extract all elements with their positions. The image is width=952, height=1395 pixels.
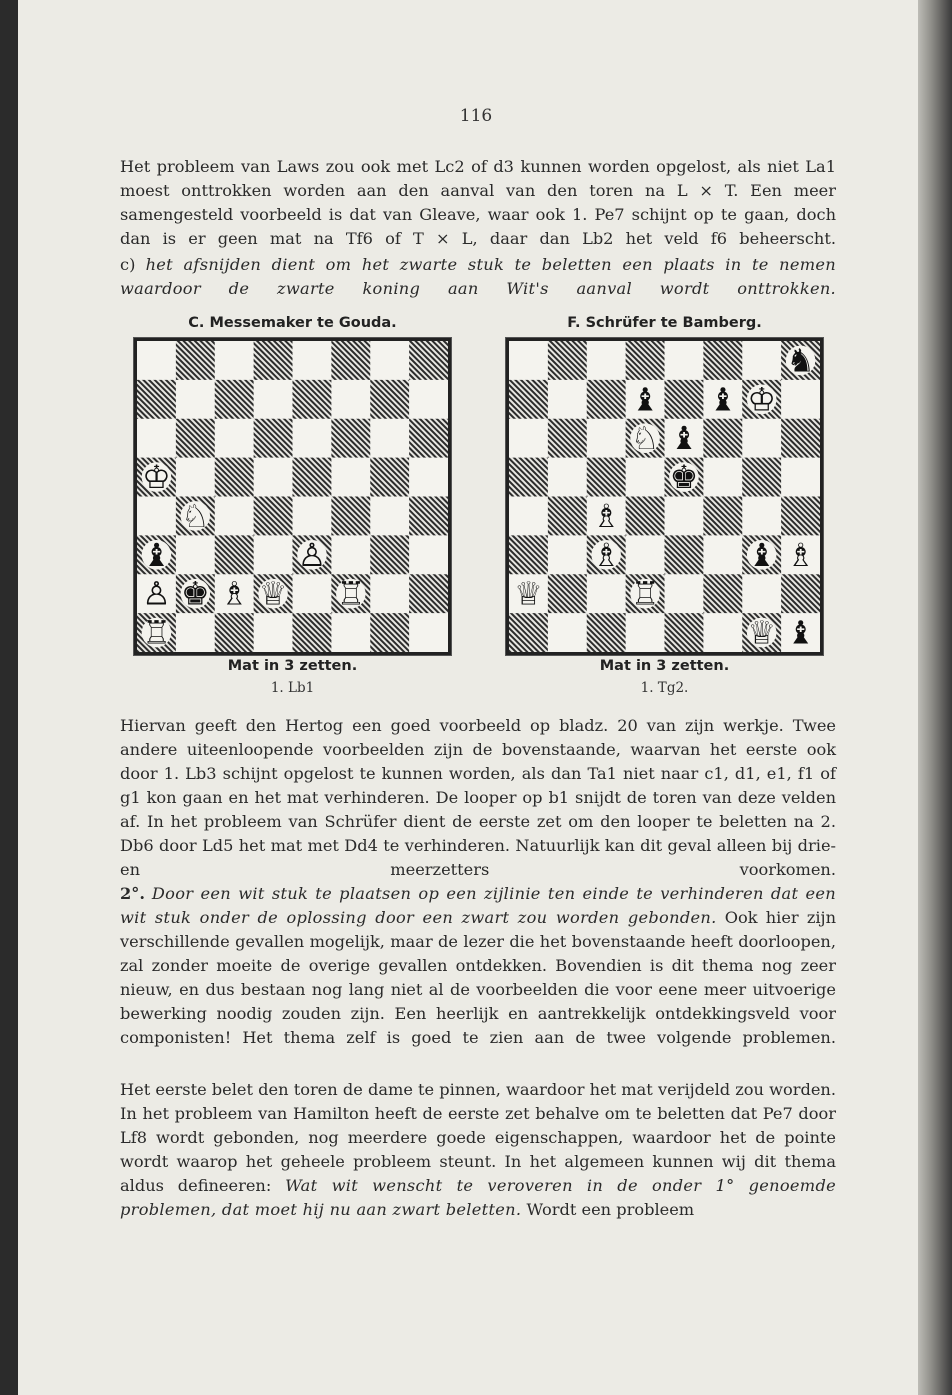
chess-piece-a5: ♔: [142, 458, 171, 497]
light-square: [703, 613, 742, 652]
light-square: [665, 497, 704, 536]
light-square: [665, 341, 704, 380]
light-square: [548, 613, 587, 652]
dark-square: [548, 341, 587, 380]
light-square: [293, 341, 332, 380]
light-square: [176, 613, 215, 652]
chess-piece-g1: ♕: [747, 613, 777, 652]
paragraph-intro: Het probleem van Laws zou ook met Lc2 of d3 kunnen worden opgelost, als niet La1 moest onttrokken worden aan den aanval van den toren na L × T. Een meer samengesteld voorbeeld is dat van Gleave, waar ook 1. Pe7 schijnt op te gaan, doch dan is er geen mat na Tf6 of T × L, daar dan Lb2 het veld f6 beheerscht.: [120, 157, 836, 248]
light-square: [409, 535, 448, 574]
dark-square: [331, 419, 370, 458]
dark-square: [409, 497, 448, 536]
paragraph-c: [120, 253, 836, 301]
light-square: [137, 497, 176, 536]
light-square: [742, 497, 781, 536]
paragraph-2-degree-italic: Door een wit stuk te plaatsen op een zijlinie ten einde te verhinderen dat een wit stuk onder de oplossing door een zwart zou worden gebonden.: [120, 884, 836, 927]
chess-piece-e5: ♚: [669, 458, 699, 497]
chess-piece-g3: ♝: [747, 535, 777, 574]
dark-square: [254, 497, 293, 536]
light-square: [370, 341, 409, 380]
problem-2-solution: 1. Tg2.: [640, 680, 689, 696]
dark-square: [176, 341, 215, 380]
light-square: [176, 458, 215, 497]
paragraph-2-degree: [120, 882, 836, 1050]
dark-square: [703, 419, 742, 458]
chess-piece-c4: ♗: [591, 496, 621, 535]
chess-piece-a1: ♖: [142, 613, 171, 652]
dark-square: [509, 380, 548, 419]
dark-square: [254, 419, 293, 458]
dark-square: [254, 341, 293, 380]
light-square: [215, 341, 254, 380]
light-square: [331, 613, 370, 652]
dark-square: [742, 458, 781, 497]
light-square: [331, 458, 370, 497]
dark-square: [293, 613, 332, 652]
dark-square: [665, 613, 704, 652]
chess-piece-f7: ♝: [708, 380, 738, 419]
paragraph-examples: Hiervan geeft den Hertog een goed voorbeeld op bladz. 20 van zijn werkje. Twee andere uiteenloopende voorbeelden zijn de bovenstaande, waarvan het eerste ook door 1. Lb3 schijnt opgelost te kunnen worden, als dan Ta1 niet naar c1, d1, e1, f1 of g1 kon gaan en het mat verhinderen. De looper op b1 snijdt de toren van deze velden af. In het probleem van Schrüfer dient de eerste zet om den looper te beletten na 2. Db6 door Ld5 het mat met Dd4 te verhinderen. Natuurlijk kan dit geval alleen bij drie- en meerzetters voorkomen.: [120, 716, 836, 879]
chess-piece-d2: ♕: [258, 574, 288, 613]
dark-square: [781, 497, 820, 536]
dark-square: [703, 497, 742, 536]
dark-square: [370, 613, 409, 652]
light-square: [781, 380, 820, 419]
problem-2-composer: F. Schrüfer te Bamberg.: [567, 315, 762, 331]
light-square: [293, 497, 332, 536]
light-square: [548, 535, 587, 574]
dark-square: [548, 497, 587, 536]
light-square: [370, 574, 409, 613]
paragraph-2-degree-rest: Ook hier zijn verschillende gevallen mogelijk, maar de lezer die het bovenstaande heeft doorloopen, zal zonder moeite de overige gevallen ontdekken. Bovendien is dit thema nog zeer nieuw, en dus bestaan nog lang niet al de voorbeelden die voor eene meer uitvoerige bewerking noodig zouden zijn. Een heerlijk en aantrekkelijk ontdekkingsveld voor componisten! Het thema zelf is goed te zien aan de twee volgende problemen.: [120, 908, 836, 1047]
light-square: [293, 419, 332, 458]
dark-square: [703, 574, 742, 613]
paragraph-hamilton-end: Wordt een probleem: [526, 1200, 695, 1219]
light-square: [176, 535, 215, 574]
chessboard-1: [134, 338, 451, 655]
light-square: [176, 380, 215, 419]
light-square: [509, 341, 548, 380]
light-square: [548, 458, 587, 497]
chess-piece-a2: ♕: [514, 574, 543, 613]
light-square: [137, 419, 176, 458]
dark-square: [215, 380, 254, 419]
dark-square: [665, 380, 704, 419]
paragraph-c-italic: het afsnijden dient om het zwarte stuk te beletten een plaats in te nemen waardoor de zwarte koning aan Wit's aanval wordt onttrokken.: [120, 255, 836, 298]
problem-2-stipulation: Mat in 3 zetten.: [599, 658, 730, 674]
chess-piece-f2: ♖: [336, 574, 366, 613]
light-square: [587, 341, 626, 380]
chess-piece-c3: ♗: [591, 535, 621, 574]
dark-square: [626, 341, 665, 380]
chess-piece-a2: ♙: [142, 574, 171, 613]
light-square: [626, 458, 665, 497]
dark-square: [587, 613, 626, 652]
light-square: [370, 497, 409, 536]
dark-square: [781, 574, 820, 613]
dark-square: [548, 419, 587, 458]
light-square: [509, 419, 548, 458]
light-square: [254, 613, 293, 652]
light-square: [137, 341, 176, 380]
dark-square: [215, 535, 254, 574]
light-square: [665, 574, 704, 613]
chess-piece-d2: ♖: [630, 574, 660, 613]
chess-piece-h3: ♗: [786, 535, 815, 574]
light-square: [254, 535, 293, 574]
paragraph-hamilton-italic: Wat wit wenscht te veroveren in de onder 1° genoemde problemen, dat moet hij nu aan zwart beletten.: [120, 1176, 836, 1219]
chess-piece-e6: ♝: [669, 419, 699, 458]
light-square: [215, 497, 254, 536]
chess-piece-b4: ♘: [180, 496, 210, 535]
light-square: [331, 535, 370, 574]
chess-piece-b2: ♚: [180, 574, 210, 613]
chess-piece-a3: ♝: [142, 535, 171, 574]
paragraph-hamilton: [120, 1078, 836, 1222]
chess-piece-e3: ♙: [297, 535, 327, 574]
light-square: [509, 497, 548, 536]
light-square: [331, 380, 370, 419]
light-square: [215, 419, 254, 458]
dark-square: [509, 458, 548, 497]
chess-piece-g7: ♔: [747, 380, 777, 419]
dark-square: [703, 341, 742, 380]
page-number: 116: [459, 106, 493, 126]
light-square: [703, 535, 742, 574]
dark-square: [665, 535, 704, 574]
dark-square: [215, 613, 254, 652]
paragraph-hamilton-start: Het eerste belet den toren de dame te pinnen, waardoor het mat verijdeld zou worden. In het probleem van Hamilton heeft de eerste zet behalve om te beletten dat Pe7 door Lf8 wordt gebonden, nog meerdere goede eigenschappen, waardoor het de pointe wordt waarop het geheele probleem steunt. In het algemeen kunnen wij dit thema aldus defineeren:: [120, 1080, 836, 1195]
light-square: [548, 380, 587, 419]
paragraph-c-label: c): [120, 255, 136, 274]
light-square: [781, 458, 820, 497]
dark-square: [587, 458, 626, 497]
light-square: [254, 458, 293, 497]
dark-square: [409, 341, 448, 380]
problem-1-composer: C. Messemaker te Gouda.: [188, 315, 397, 331]
dark-square: [781, 419, 820, 458]
dark-square: [509, 535, 548, 574]
dark-square: [137, 380, 176, 419]
dark-square: [331, 341, 370, 380]
chess-piece-c2: ♗: [219, 574, 249, 613]
dark-square: [626, 497, 665, 536]
dark-square: [548, 574, 587, 613]
chessboard-2-svg: [509, 341, 820, 652]
book-spine: [918, 0, 952, 1395]
light-square: [587, 574, 626, 613]
dark-square: [293, 380, 332, 419]
dark-square: [370, 458, 409, 497]
problem-1-solution: 1. Lb1: [270, 680, 315, 696]
chess-piece-h1: ♝: [786, 613, 815, 652]
dark-square: [370, 380, 409, 419]
light-square: [742, 419, 781, 458]
dark-square: [409, 419, 448, 458]
chessboard-1-svg: [137, 341, 448, 652]
light-square: [626, 613, 665, 652]
dark-square: [370, 535, 409, 574]
light-square: [409, 613, 448, 652]
problem-1-stipulation: Mat in 3 zetten.: [227, 658, 358, 674]
dark-square: [509, 613, 548, 652]
light-square: [742, 341, 781, 380]
chess-piece-d7: ♝: [630, 380, 660, 419]
dark-square: [587, 380, 626, 419]
light-square: [293, 574, 332, 613]
light-square: [626, 535, 665, 574]
light-square: [587, 419, 626, 458]
light-square: [409, 458, 448, 497]
dark-square: [176, 419, 215, 458]
light-square: [409, 380, 448, 419]
paragraph-2-degree-label: 2°.: [120, 884, 145, 903]
light-square: [703, 458, 742, 497]
chess-piece-h8: ♞: [786, 341, 815, 380]
chess-piece-d6: ♘: [630, 419, 660, 458]
dark-square: [293, 458, 332, 497]
dark-square: [331, 497, 370, 536]
light-square: [254, 380, 293, 419]
chessboard-2: [506, 338, 823, 655]
light-square: [742, 574, 781, 613]
dark-square: [409, 574, 448, 613]
light-square: [370, 419, 409, 458]
dark-square: [215, 458, 254, 497]
